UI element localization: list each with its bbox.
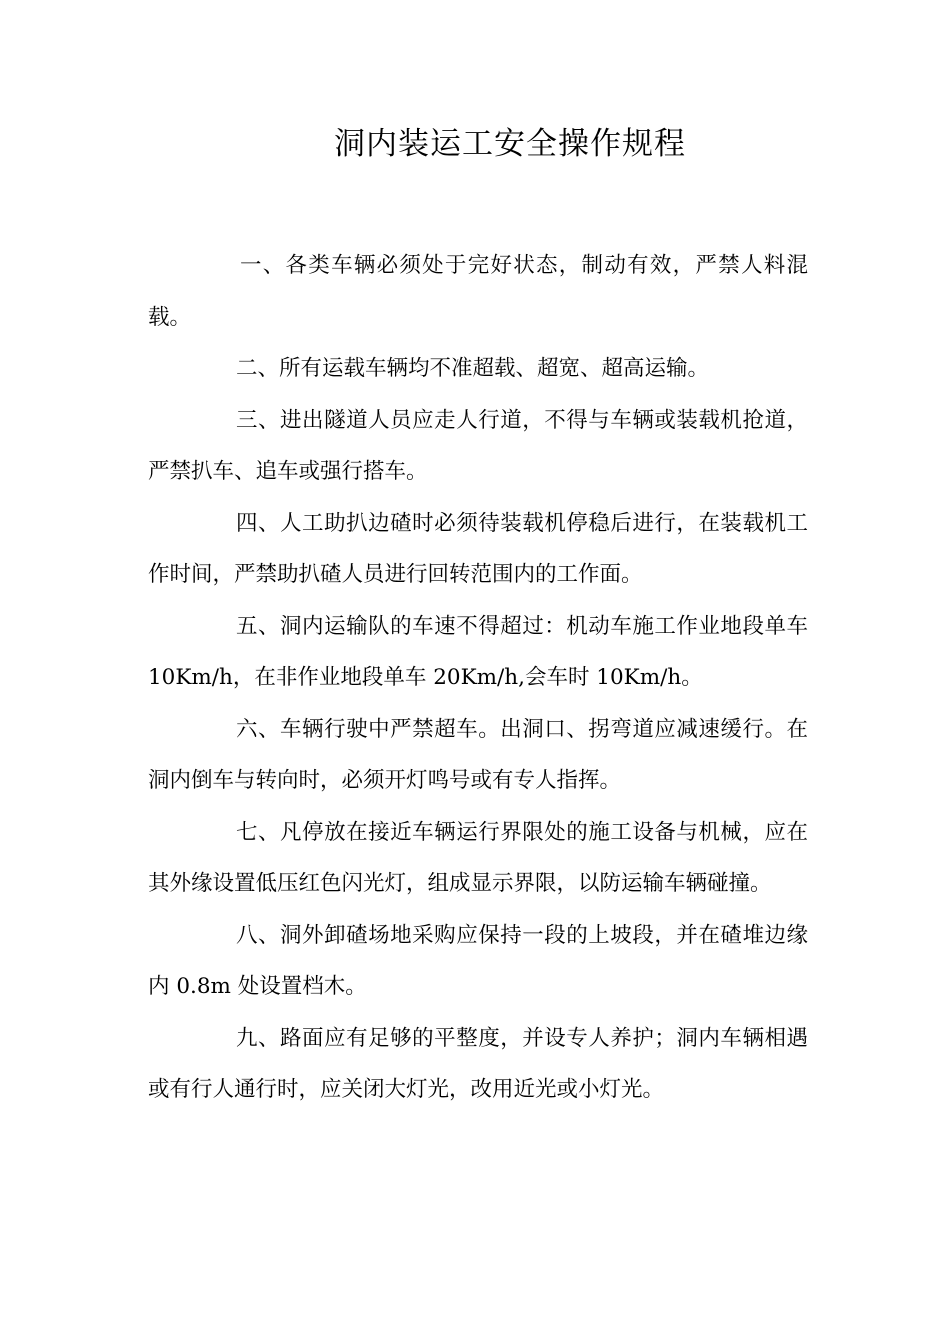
rule-paragraph-9: 九、路面应有足够的平整度，并设专人养护；洞内车辆相遇或有行人通行时，应关闭大灯光，改用近光或小灯光。 (148, 1025, 808, 1102)
rule-paragraph-6: 六、车辆行驶中严禁超车。出洞口、拐弯道应减速缓行。在洞内倒车与转向时，必须开灯鸣号或有专人指挥。 (148, 716, 808, 793)
rule-paragraph-3: 三、进出隧道人员应走人行道，不得与车辆或装载机抢道，严禁扒车、追车或强行搭车。 (148, 407, 808, 484)
rule-paragraph-4: 四、人工助扒边碴时必须待装载机停稳后进行，在装载机工作时间，严禁助扒碴人员进行回转范围内的工作面。 (148, 510, 808, 587)
rule-paragraph-5: 五、洞内运输队的车速不得超过：机动车施工作业地段单车 10Km/h，在非作业地段单车 20Km/h,会车时 10Km/h。 (148, 613, 808, 690)
rule-paragraph-7: 七、凡停放在接近车辆运行界限处的施工设备与机械，应在其外缘设置低压红色闪光灯，组成显示界限，以防运输车辆碰撞。 (148, 819, 808, 896)
rule-paragraph-1: 一、各类车辆必须处于完好状态，制动有效，严禁人料混载。 (148, 253, 808, 330)
document-title: 洞内装运工安全操作规程 (334, 126, 686, 162)
document-body (148, 240, 808, 1116)
rule-paragraph-8: 八、洞外卸碴场地采购应保持一段的上坡段，并在碴堆边缘内 0.8m 处设置档木。 (148, 922, 808, 999)
rule-paragraph-2: 二、所有运载车辆均不准超载、超宽、超高运输。 (236, 356, 710, 381)
